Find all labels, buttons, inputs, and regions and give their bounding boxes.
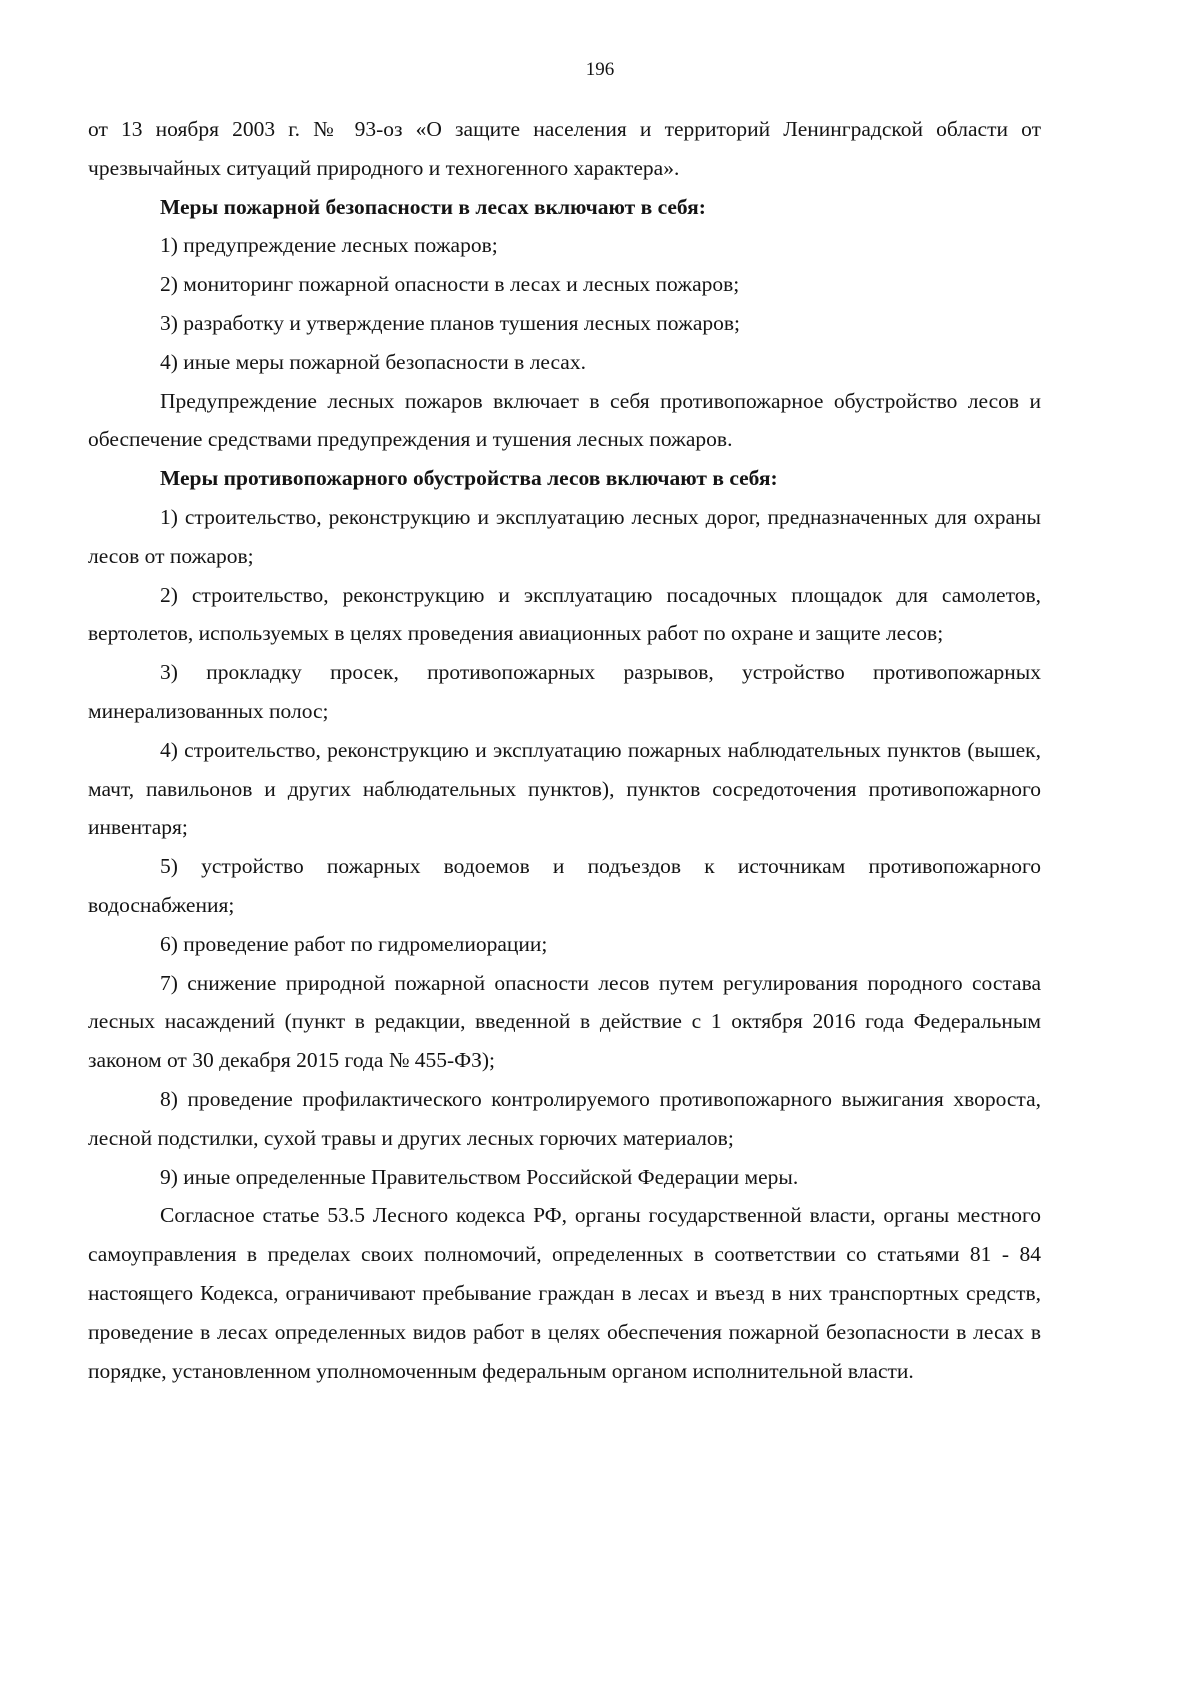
heading-fire-safety-measures: Меры пожарной безопасности в лесах включают в себя: [160, 194, 706, 219]
document-body [88, 110, 1041, 1390]
list-item: 1) строительство, реконструкцию и эксплуатацию лесных дорог, предназначенных для охраны лесов от пожаров; [88, 504, 1041, 568]
heading-fire-arrangement-measures: Меры противопожарного обустройства лесов включают в себя: [160, 466, 778, 491]
list-item: 4) строительство, реконструкцию и эксплуатацию пожарных наблюдательных пунктов (вышек, мачт, павильонов и других наблюдательных пунктов), пунктов сосредоточения противопожарного инвентаря; [88, 737, 1041, 840]
list-item: 3) разработку и утверждение планов тушения лесных пожаров; [160, 310, 741, 335]
list-item: 5) устройство пожарных водоемов и подъездов к источникам противопожарного водоснабжения; [88, 854, 1041, 917]
list-item: 2) строительство, реконструкцию и эксплуатацию посадочных площадок для самолетов, вертолетов, используемых в целях проведения авиационных работ по охране и защите лесов; [88, 582, 1041, 646]
paragraph-prevention: Предупреждение лесных пожаров включает в себя противопожарное обустройство лесов и обеспечение средствами предупреждения и тушения лесных пожаров. [88, 388, 1041, 452]
paragraph-forest-code-article: Согласное статье 53.5 Лесного кодекса РФ, органы государственной власти, органы местного самоуправления в пределах своих полномочий, определенных в соответствии со статьями 81 - 84 настоящего Кодекса, ограничивают пребывание граждан в лесах и въезд в них транспортных средств, проведение в лесах определенных видов работ в целях обеспечения пожарной безопасности в лесах в порядке, установленном уполномоченным федеральным органом исполнительной власти. [88, 1203, 1041, 1383]
list-item: 9) иные определенные Правительством Российской Федерации меры. [160, 1164, 799, 1189]
list-item: 6) проведение работ по гидромелиорации; [160, 931, 548, 956]
list-item: 8) проведение профилактического контролируемого противопожарного выжигания хвороста, лесной подстилки, сухой травы и других лесных горючих материалов; [88, 1086, 1041, 1150]
list-item: 1) предупреждение лесных пожаров; [160, 233, 498, 258]
list-item: 2) мониторинг пожарной опасности в лесах и лесных пожаров; [160, 272, 740, 297]
paragraph-law-reference: от 13 ноября 2003 г. № 93-оз «О защите населения и территорий Ленинградской области от чрезвычайных ситуаций природного и техногенного характера». [88, 117, 1041, 180]
page-number: 196 [585, 59, 615, 80]
list-item: 3) прокладку просек, противопожарных разрывов, устройство противопожарных минерализованных полос; [88, 660, 1041, 723]
list-item: 7) снижение природной пожарной опасности лесов путем регулирования породного состава лесных насаждений (пункт в редакции, введенной в действие с 1 октября 2016 года Федеральным законом от 30 декабря 2015 года № 455-ФЗ); [88, 970, 1041, 1073]
list-item: 4) иные меры пожарной безопасности в лесах. [160, 349, 586, 374]
